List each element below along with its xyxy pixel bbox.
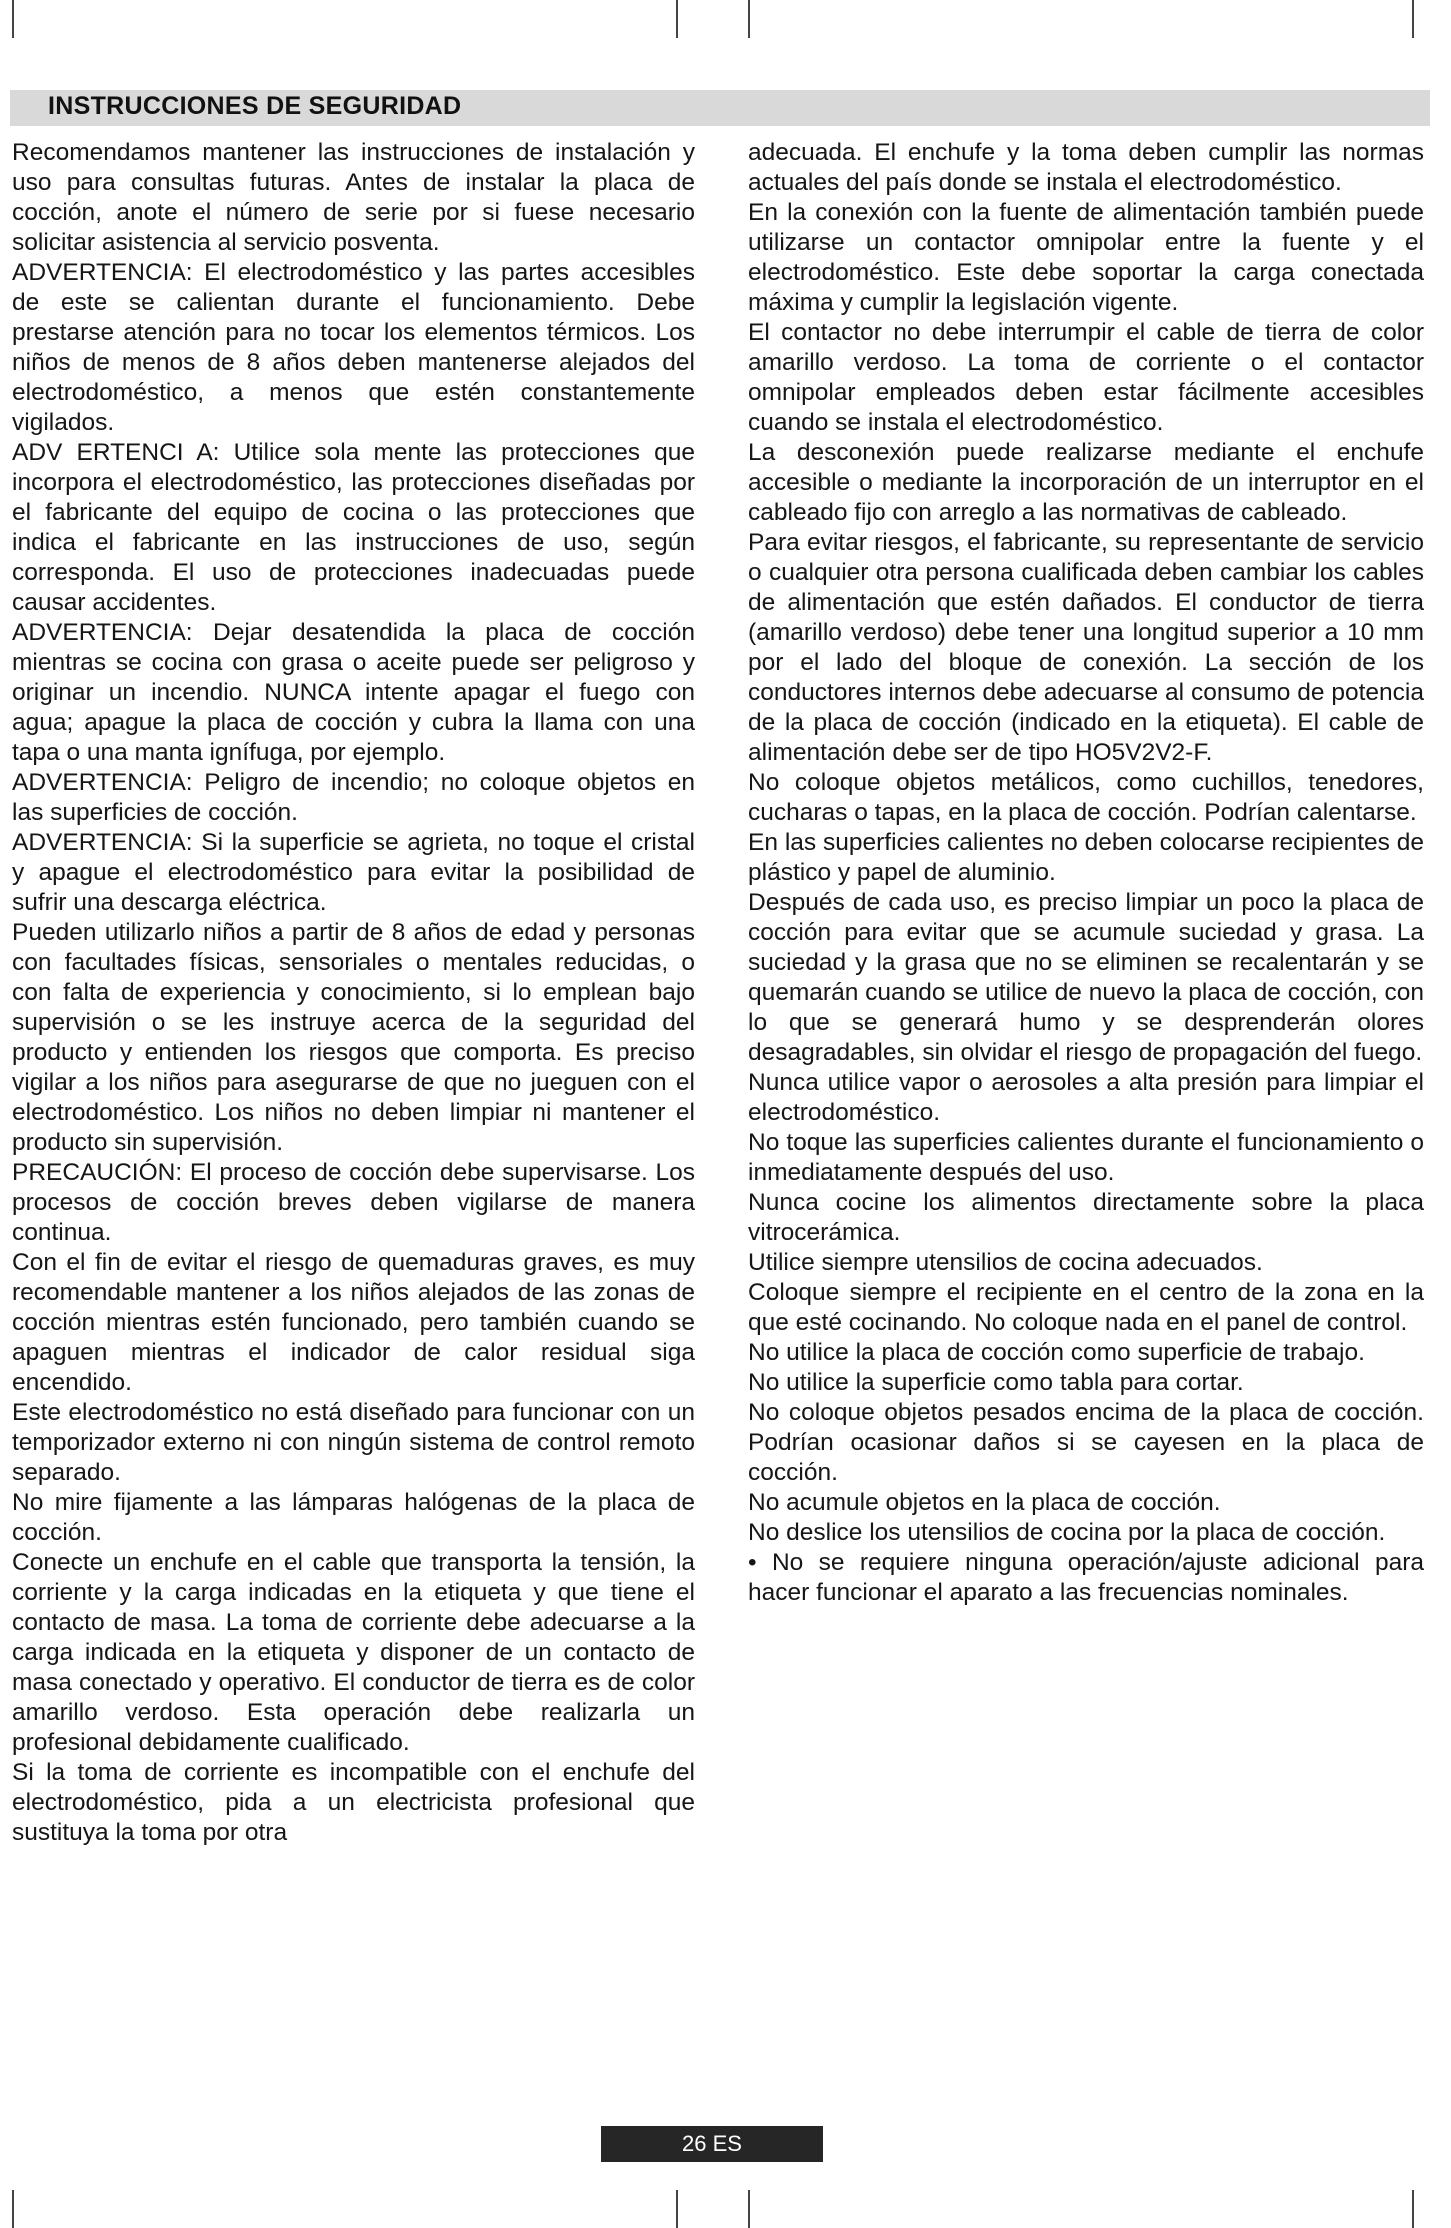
left-column [12, 138, 695, 1848]
crop-mark [12, 0, 14, 38]
paragraph: Para evitar riesgos, el fabricante, su representante de servicio o cualquier otra persona cualificada deben cambiar los cables de alimentación que estén dañados. El conductor de tierra (amarillo verdoso) debe tener una longitud superior a 10 mm por el lado del bloque de conexión. La sección de los conductores internos debe adecuarse al consumo de potencia de la placa de cocción (indicado en la etiqueta). El cable de alimentación debe ser de tipo HO5V2V2-F. [748, 529, 1424, 766]
paragraph: No coloque objetos metálicos, como cuchillos, tenedores, cucharas o tapas, en la placa de cocción. Podrían calentarse. [748, 769, 1424, 826]
paragraph: Utilice siempre utensilios de cocina adecuados. [748, 1249, 1263, 1276]
paragraph: En las superficies calientes no deben colocarse recipientes de plástico y papel de aluminio. [748, 829, 1424, 886]
paragraph: Nunca utilice vapor o aerosoles a alta presión para limpiar el electrodoméstico. [748, 1069, 1424, 1126]
paragraph: Coloque siempre el recipiente en el centro de la zona en la que esté cocinando. No coloque nada en el panel de control. [748, 1279, 1424, 1336]
paragraph: Conecte un enchufe en el cable que transporta la tensión, la corriente y la carga indicadas en la etiqueta y que tiene el contacto de masa. La toma de corriente debe adecuarse a la carga indicada en la etiqueta y disponer de un contacto de masa conectado y operativo. El conductor de tierra es de color amarillo verdoso. Esta operación debe realizarla un profesional debidamente cualificado. [12, 1549, 695, 1756]
crop-mark [676, 0, 678, 38]
paragraph: • No se requiere ninguna operación/ajuste adicional para hacer funcionar el aparato a las frecuencias nominales. [748, 1549, 1424, 1606]
paragraph: ADVERTENCIA: Dejar desatendida la placa de cocción mientras se cocina con grasa o aceite puede ser peligroso y originar un incendio. NUNCA intente apagar el fuego con agua; apague la placa de cocción y cubra la llama con una tapa o una manta ignífuga, por ejemplo. [12, 619, 695, 766]
paragraph: Este electrodoméstico no está diseñado para funcionar con un temporizador externo ni con ningún sistema de control remoto separado. [12, 1399, 695, 1486]
paragraph: La desconexión puede realizarse mediante el enchufe accesible o mediante la incorporación de un interruptor en el cableado fijo con arreglo a las normativas de cableado. [748, 439, 1424, 526]
paragraph: ADVERTENCIA: Si la superficie se agrieta, no toque el cristal y apague el electrodoméstico para evitar la posibilidad de sufrir una descarga eléctrica. [12, 829, 695, 916]
paragraph: PRECAUCIÓN: El proceso de cocción debe supervisarse. Los procesos de cocción breves deben vigilarse de manera continua. [12, 1159, 695, 1246]
paragraph: El contactor no debe interrumpir el cable de tierra de color amarillo verdoso. La toma de corriente o el contactor omnipolar empleados deben estar fácilmente accesibles cuando se instala el electrodoméstico. [748, 319, 1424, 436]
crop-mark [748, 0, 750, 38]
paragraph: Con el fin de evitar el riesgo de quemaduras graves, es muy recomendable mantener a los niños alejados de las zonas de cocción mientras estén funcionado, pero también cuando se apaguen mientras el indicador de calor residual siga encendido. [12, 1249, 695, 1396]
right-column [748, 138, 1424, 1608]
paragraph: ADVERTENCIA: Peligro de incendio; no coloque objetos en las superficies de cocción. [12, 769, 695, 826]
crop-mark [1412, 2190, 1414, 2228]
paragraph: No acumule objetos en la placa de cocción. [748, 1489, 1221, 1516]
paragraph: Si la toma de corriente es incompatible con el enchufe del electrodoméstico, pida a un electricista profesional que sustituya la toma por otra [12, 1759, 695, 1846]
crop-mark [12, 2190, 14, 2228]
paragraph: En la conexión con la fuente de alimentación también puede utilizarse un contactor omnipolar entre la fuente y el electrodoméstico. Este debe soportar la carga conectada máxima y cumplir la legislación vigente. [748, 199, 1424, 316]
crop-mark [676, 2190, 678, 2228]
paragraph: No mire fijamente a las lámparas halógenas de la placa de cocción. [12, 1489, 695, 1546]
paragraph: No toque las superficies calientes durante el funcionamiento o inmediatamente después del uso. [748, 1129, 1424, 1186]
paragraph: Pueden utilizarlo niños a partir de 8 años de edad y personas con facultades físicas, sensoriales o mentales reducidas, o con falta de experiencia y conocimiento, si lo emplean bajo supervisión o se les instruye acerca de la seguridad del producto y entienden los riesgos que comporta. Es preciso vigilar a los niños para asegurarse de que no jueguen con el electrodoméstico. Los niños no deben limpiar ni mantener el producto sin supervisión. [12, 919, 695, 1156]
paragraph: No deslice los utensilios de cocina por la placa de cocción. [748, 1519, 1386, 1546]
paragraph: No utilice la placa de cocción como superficie de trabajo. [748, 1339, 1365, 1366]
crop-mark [748, 2190, 750, 2228]
paragraph: adecuada. El enchufe y la toma deben cumplir las normas actuales del país donde se instala el electrodoméstico. [748, 139, 1424, 196]
paragraph: No utilice la superficie como tabla para cortar. [748, 1369, 1244, 1396]
page-number: 26 ES [682, 2131, 742, 2156]
paragraph: Nunca cocine los alimentos directamente sobre la placa vitrocerámica. [748, 1189, 1424, 1246]
paragraph: No coloque objetos pesados encima de la placa de cocción. Podrían ocasionar daños si se cayesen en la placa de cocción. [748, 1399, 1424, 1486]
paragraph: ADVERTENCIA: El electrodoméstico y las partes accesibles de este se calientan durante el funcionamiento. Debe prestarse atención para no tocar los elementos térmicos. Los niños de menos de 8 años deben mantenerse alejados del electrodoméstico, a menos que estén constantemente vigilados. [12, 259, 695, 436]
paragraph: ADV ERTENCI A: Utilice sola mente las protecciones que incorpora el electrodoméstico, las protecciones diseñadas por el fabricante del equipo de cocina o las protecciones que indica el fabricante en las instrucciones de uso, según corresponda. El uso de protecciones inadecuadas puede causar accidentes. [12, 439, 695, 616]
section-title: INSTRUCCIONES DE SEGURIDAD [48, 92, 462, 120]
paragraph: Después de cada uso, es preciso limpiar un poco la placa de cocción para evitar que se acumule suciedad y grasa. La suciedad y la grasa que no se eliminen se recalentarán y se quemarán cuando se utilice de nuevo la placa de cocción, con lo que se generará humo y se desprenderán olores desagradables, sin olvidar el riesgo de propagación del fuego. [748, 889, 1424, 1066]
paragraph: Recomendamos mantener las instrucciones de instalación y uso para consultas futuras. Antes de instalar la placa de cocción, anote el número de serie por si fuese necesario solicitar asistencia al servicio posventa. [12, 139, 695, 256]
crop-mark [1412, 0, 1414, 38]
